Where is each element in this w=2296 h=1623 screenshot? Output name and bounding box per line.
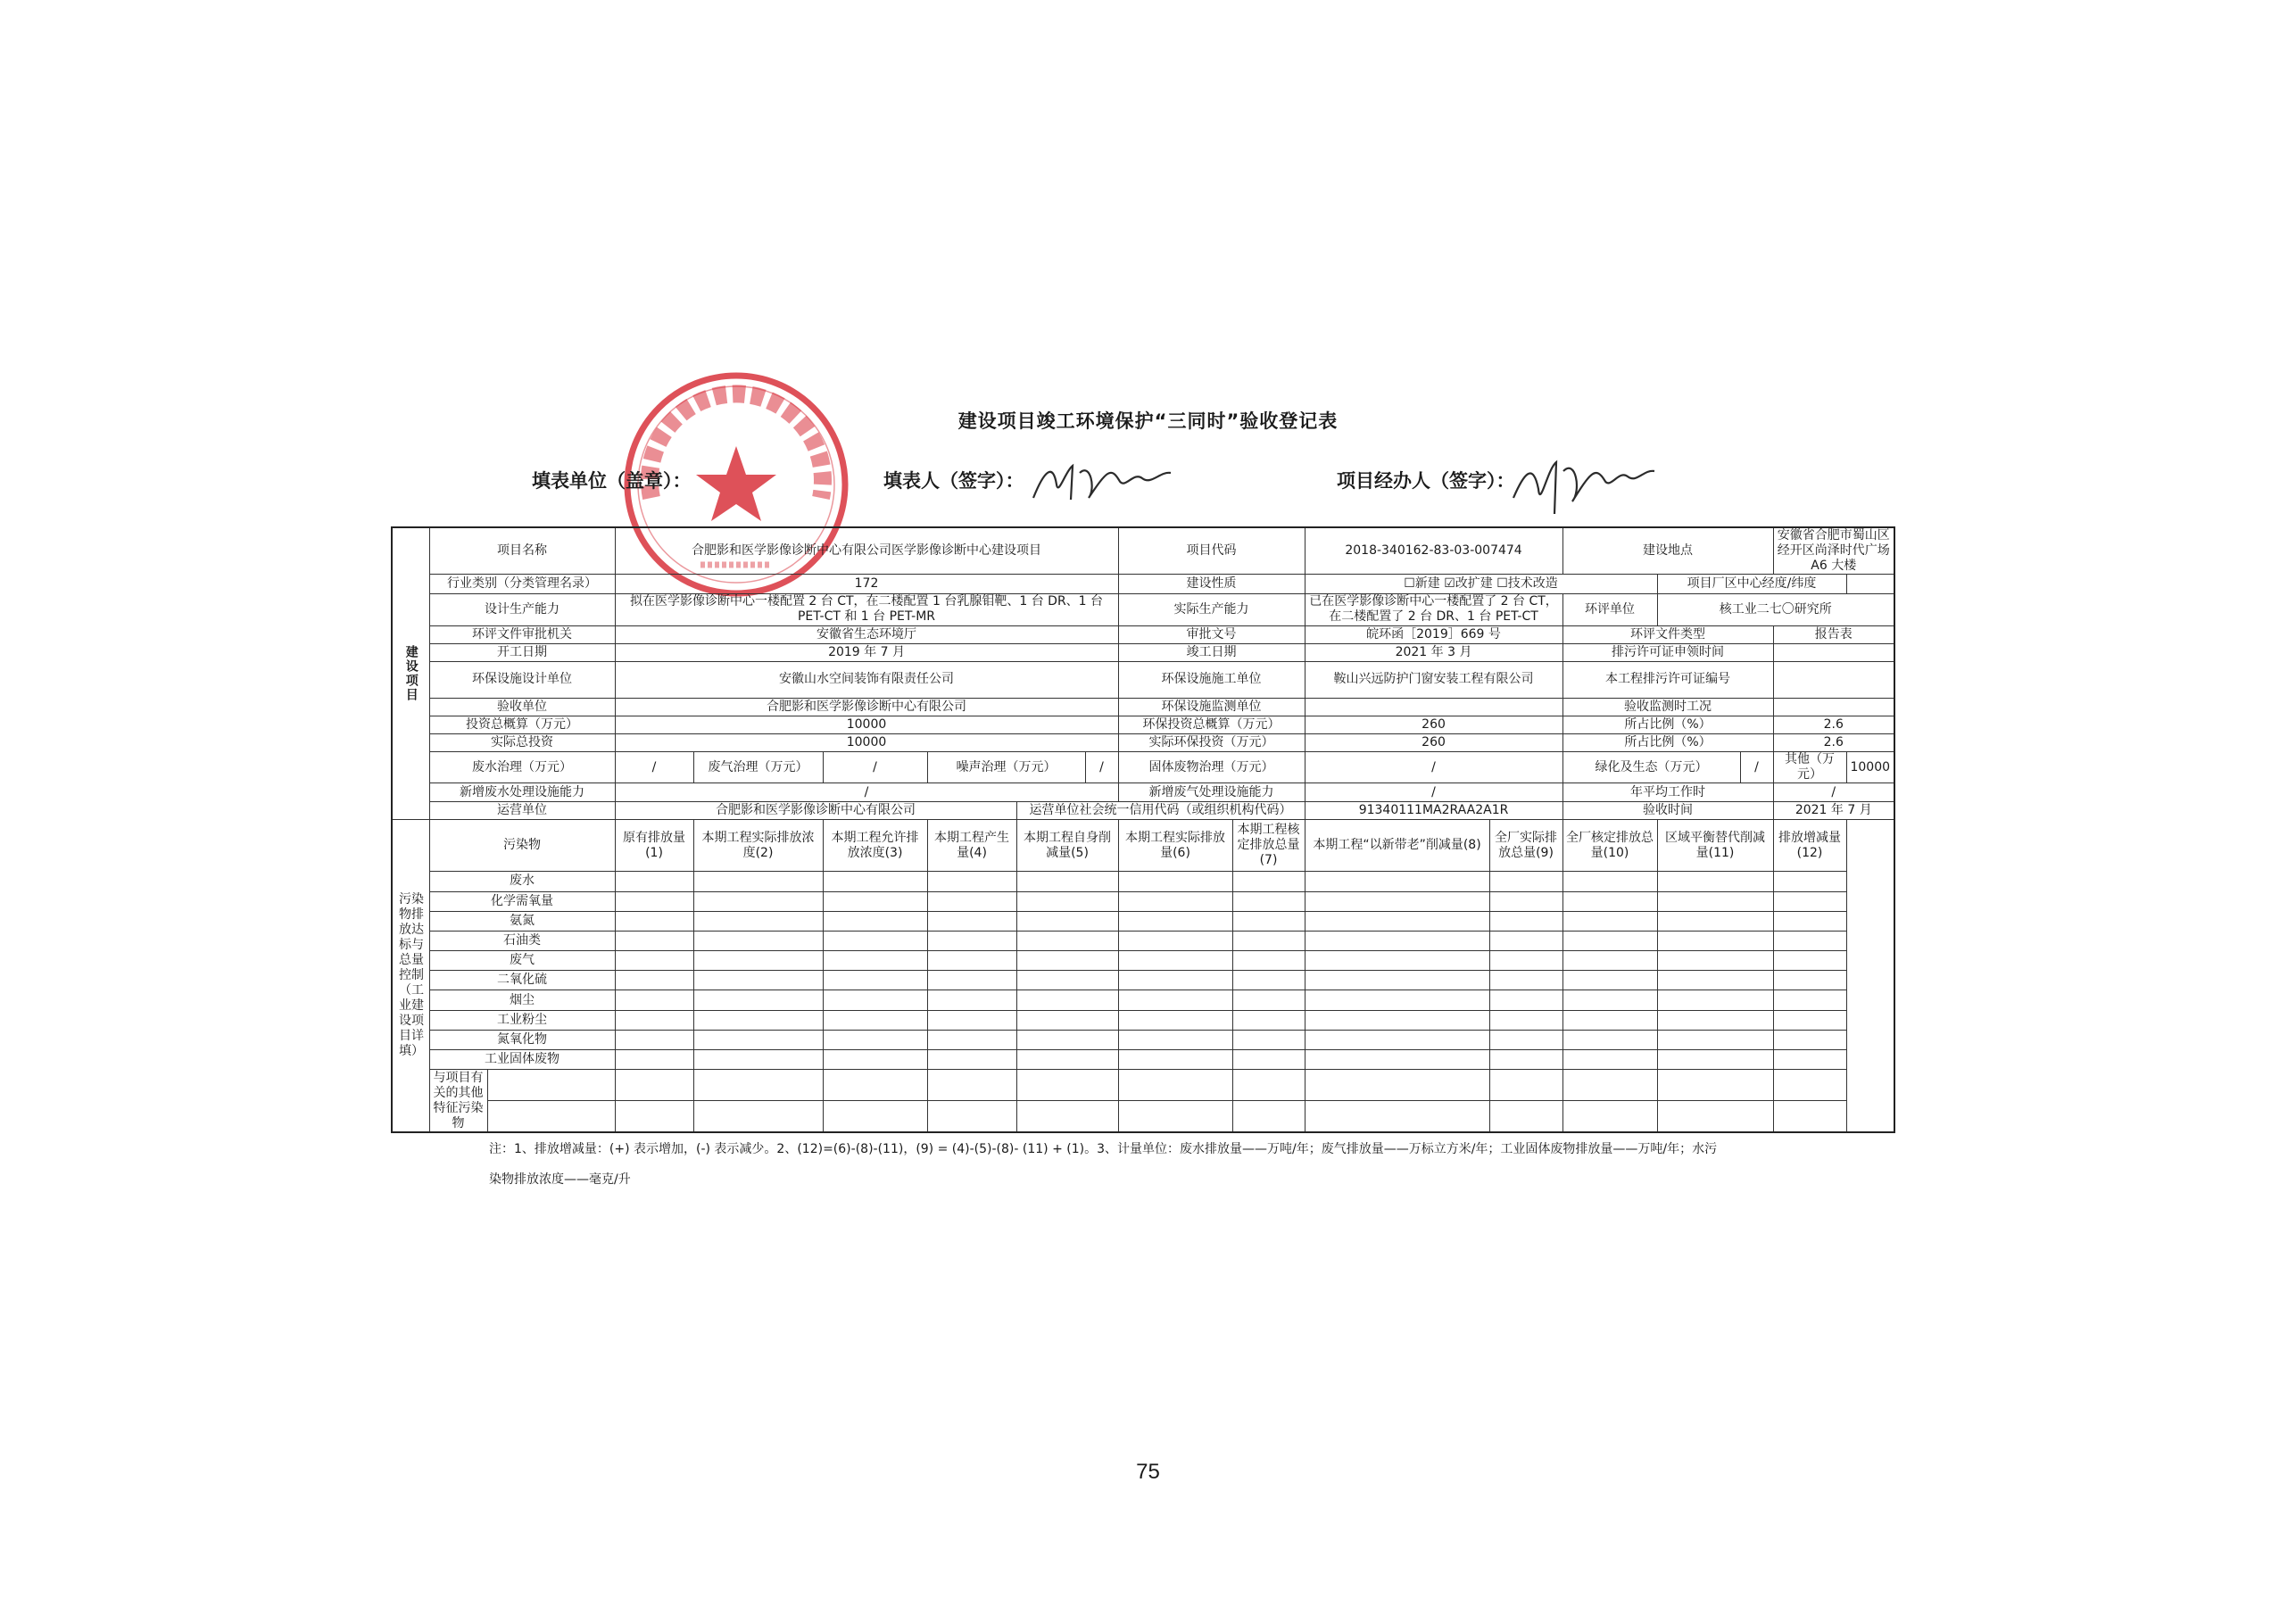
operator-label: 运营单位	[429, 801, 615, 819]
industry-category-label: 行业类别（分类管理名录）	[429, 575, 615, 593]
other-cost-label: 其他（万元）	[1773, 752, 1846, 783]
table-row	[392, 891, 1894, 911]
filler-label: 填表人（签字）：	[883, 470, 1024, 492]
completion-date-label: 竣工日期	[1118, 644, 1305, 662]
total-budget-label: 投资总概算（万元）	[429, 716, 615, 733]
col-header-2: 本期工程实际排放浓度(2)	[693, 819, 823, 872]
col-header-6: 本期工程实际排放量(6)	[1118, 819, 1232, 872]
pollutant-name: 工业固体废物	[429, 1050, 615, 1070]
other-pollutants-text: 与项目有关的其他特征污染物	[433, 1070, 484, 1130]
monitoring-unit-label: 环保设施监测单位	[1118, 698, 1305, 716]
construction-nature-label: 建设性质	[1118, 575, 1305, 593]
facility-design-unit-label: 环保设施设计单位	[429, 662, 615, 698]
pollution-control-text: 污染物排放达标与总量控制（工业建设项目详填）	[399, 891, 424, 1058]
construction-nature-value: ☐新建 ☑改扩建 ☐技术改造	[1305, 575, 1657, 593]
pollutant-col-header: 污染物	[429, 819, 615, 872]
eia-type-label: 环评文件类型	[1562, 625, 1773, 643]
env-budget-label: 环保投资总概算（万元）	[1118, 716, 1305, 733]
table-row	[392, 990, 1894, 1010]
pollution-control-label	[392, 819, 429, 1132]
facility-construction-unit-label: 环保设施施工单位	[1118, 662, 1305, 698]
wastewater-cost-value: /	[615, 752, 693, 783]
actual-capacity-value: 已在医学影像诊断中心一楼配置了 2 台 CT，在二楼配置了 2 台 DR、1 台 PET-CT	[1305, 593, 1562, 625]
solid-waste-cost-value: /	[1305, 752, 1562, 783]
col-header-10: 全厂核定排放总量(10)	[1562, 819, 1657, 872]
exhaust-cost-value: /	[823, 752, 927, 783]
completion-date-value: 2021 年 3 月	[1305, 644, 1562, 662]
approval-number-label: 审批文号	[1118, 625, 1305, 643]
col-header-4: 本期工程产生量(4)	[927, 819, 1016, 872]
pollutant-name: 工业粉尘	[429, 1010, 615, 1030]
design-capacity-value: 拟在医学影像诊断中心一楼配置 2 台 CT，在二楼配置 1 台乳腺钼靶、1 台 DR、1 台 PET-CT 和 1 台 PET-MR	[615, 593, 1118, 625]
new-wastewater-capacity-value: /	[615, 783, 1118, 801]
credit-code-label: 运营单位社会统一信用代码（或组织机构代码）	[1016, 801, 1305, 819]
env-budget-value: 260	[1305, 716, 1562, 733]
operator-value: 合肥影和医学影像诊断中心有限公司	[615, 801, 1016, 819]
manager-label: 项目经办人（签字）：	[1337, 470, 1515, 492]
actual-capacity-label: 实际生产能力	[1118, 593, 1305, 625]
eia-unit-value: 核工业二七〇研究所	[1657, 593, 1894, 625]
annual-hours-label: 年平均工作时	[1562, 783, 1773, 801]
col-header-1: 原有排放量(1)	[615, 819, 693, 872]
acceptance-unit-label: 验收单位	[429, 698, 615, 716]
monitoring-unit-value	[1305, 698, 1562, 716]
new-exhaust-capacity-label: 新增废气处理设施能力	[1118, 783, 1305, 801]
page-number: 75	[1136, 1460, 1160, 1484]
greening-cost-value: /	[1754, 759, 1759, 774]
center-coordinate-value	[1846, 575, 1894, 593]
other-pollutants-label	[429, 1070, 487, 1132]
col-header-7: 本期工程核定排放总量(7)	[1232, 819, 1305, 872]
table-row	[392, 1101, 1894, 1132]
form-title: 建设项目竣工环境保护“三同时”验收登记表	[957, 410, 1339, 432]
actual-env-investment-value: 260	[1305, 734, 1562, 752]
new-wastewater-capacity-label: 新增废水处理设施能力	[429, 783, 615, 801]
other-cost-value: 10000	[1846, 752, 1894, 783]
table-row	[392, 1070, 1894, 1101]
actual-investment-label: 实际总投资	[429, 734, 615, 752]
col-header-8: 本期工程“以新带老”削减量(8)	[1305, 819, 1489, 872]
table-row	[392, 872, 1894, 891]
pollutant-name: 废水	[429, 872, 615, 891]
budget-ratio-value: 2.6	[1773, 716, 1894, 733]
construction-project-label: 建设项目	[392, 527, 429, 819]
noise-cost-value: /	[1099, 759, 1104, 774]
actual-investment-value: 10000	[615, 734, 1118, 752]
pollutant-name: 废气	[429, 951, 615, 971]
permit-date-value	[1773, 644, 1894, 662]
location-value: 安徽省合肥市蜀山区经开区尚泽时代广场 A6 大楼	[1773, 527, 1894, 575]
table-row	[392, 1030, 1894, 1049]
approval-number-value: 皖环函［2019］669 号	[1305, 625, 1562, 643]
eia-unit-label: 环评单位	[1562, 593, 1657, 625]
noise-cost-label: 噪声治理（万元）	[928, 752, 1086, 783]
table-row	[392, 931, 1894, 950]
start-date-value: 2019 年 7 月	[615, 644, 1118, 662]
monitoring-condition-value	[1773, 698, 1894, 716]
location-label: 建设地点	[1562, 527, 1773, 575]
pollutant-name: 石油类	[429, 931, 615, 950]
greening-cost-block	[1562, 752, 1773, 783]
table-row	[392, 1050, 1894, 1070]
actual-env-investment-label: 实际环保投资（万元）	[1118, 734, 1305, 752]
solid-waste-cost-label: 固体废物治理（万元）	[1118, 752, 1305, 783]
footnote-line-1: 注：1、排放增减量：(+) 表示增加，(-) 表示减少。2、(12)=(6)-(8)-(11)，(9) = (4)-(5)-(8)- (11) + (1)。3、计量单位：废水排放量——万吨/年；废气排放量——万标立方米/年；工业固体废物排放量——万吨/年；水污	[489, 1142, 1718, 1156]
pollutant-name: 氨氮	[429, 911, 615, 931]
credit-code-value: 91340111MA2RAA2A1R	[1305, 801, 1562, 819]
monitoring-condition-label: 验收监测时工况	[1562, 698, 1773, 716]
acceptance-time-label: 验收时间	[1562, 801, 1773, 819]
table-row	[392, 951, 1894, 971]
start-date-label: 开工日期	[429, 644, 615, 662]
col-header-9: 全厂实际排放总量(9)	[1489, 819, 1562, 872]
col-header-11: 区域平衡替代削减量(11)	[1657, 819, 1773, 872]
acceptance-unit-value: 合肥影和医学影像诊断中心有限公司	[615, 698, 1118, 716]
acceptance-time-value: 2021 年 7 月	[1773, 801, 1894, 819]
table-row	[392, 911, 1894, 931]
eia-type-value: 报告表	[1773, 625, 1894, 643]
greening-cost-label: 绿化及生态（万元）	[1563, 752, 1741, 783]
filler-signature	[1026, 453, 1178, 507]
col-header-5: 本期工程自身削减量(5)	[1016, 819, 1118, 872]
project-code-value: 2018-340162-83-03-007474	[1305, 527, 1562, 575]
budget-ratio-label: 所占比例（%）	[1562, 716, 1773, 733]
wastewater-cost-label: 废水治理（万元）	[429, 752, 615, 783]
new-exhaust-capacity-value: /	[1305, 783, 1562, 801]
facility-construction-unit-value: 鞍山兴远防护门窗安装工程有限公司	[1305, 662, 1562, 698]
col-header-3: 本期工程允许排放浓度(3)	[823, 819, 927, 872]
exhaust-cost-label: 废气治理（万元）	[693, 752, 823, 783]
approval-authority-value: 安徽省生态环境厅	[615, 625, 1118, 643]
permit-date-label: 排污许可证申领时间	[1562, 644, 1773, 662]
annual-hours-value: /	[1773, 783, 1894, 801]
manager-signature	[1508, 446, 1660, 518]
industry-category-value: 172	[615, 575, 1118, 593]
permit-number-value	[1773, 662, 1894, 698]
center-coordinate-label: 项目厂区中心经度/纬度	[1657, 575, 1846, 593]
footnote	[489, 1134, 1836, 1195]
fill-unit-label: 填表单位（盖章）：	[532, 470, 692, 492]
total-budget-value: 10000	[615, 716, 1118, 733]
project-code-label: 项目代码	[1118, 527, 1305, 575]
project-name-label: 项目名称	[429, 527, 615, 575]
permit-number-label: 本工程排污许可证编号	[1562, 662, 1773, 698]
table-row	[392, 971, 1894, 990]
facility-design-unit-value: 安徽山水空间装饰有限责任公司	[615, 662, 1118, 698]
noise-cost-block	[927, 752, 1118, 783]
table-row	[392, 1010, 1894, 1030]
design-capacity-label: 设计生产能力	[429, 593, 615, 625]
pollutant-name: 二氧化硫	[429, 971, 615, 990]
project-name-value: 合肥影和医学影像诊断中心有限公司医学影像诊断中心建设项目	[615, 527, 1118, 575]
col-header-12: 排放增减量(12)	[1773, 819, 1846, 872]
actual-ratio-label: 所占比例（%）	[1562, 734, 1773, 752]
actual-ratio-value: 2.6	[1773, 734, 1894, 752]
pollutant-name: 化学需氧量	[429, 891, 615, 911]
footnote-line-2: 染物排放浓度——毫克/升	[489, 1172, 631, 1187]
pollutant-name: 烟尘	[429, 990, 615, 1010]
pollutant-name: 氮氧化物	[429, 1030, 615, 1049]
registration-table	[391, 526, 1895, 1133]
approval-authority-label: 环评文件审批机关	[429, 625, 615, 643]
